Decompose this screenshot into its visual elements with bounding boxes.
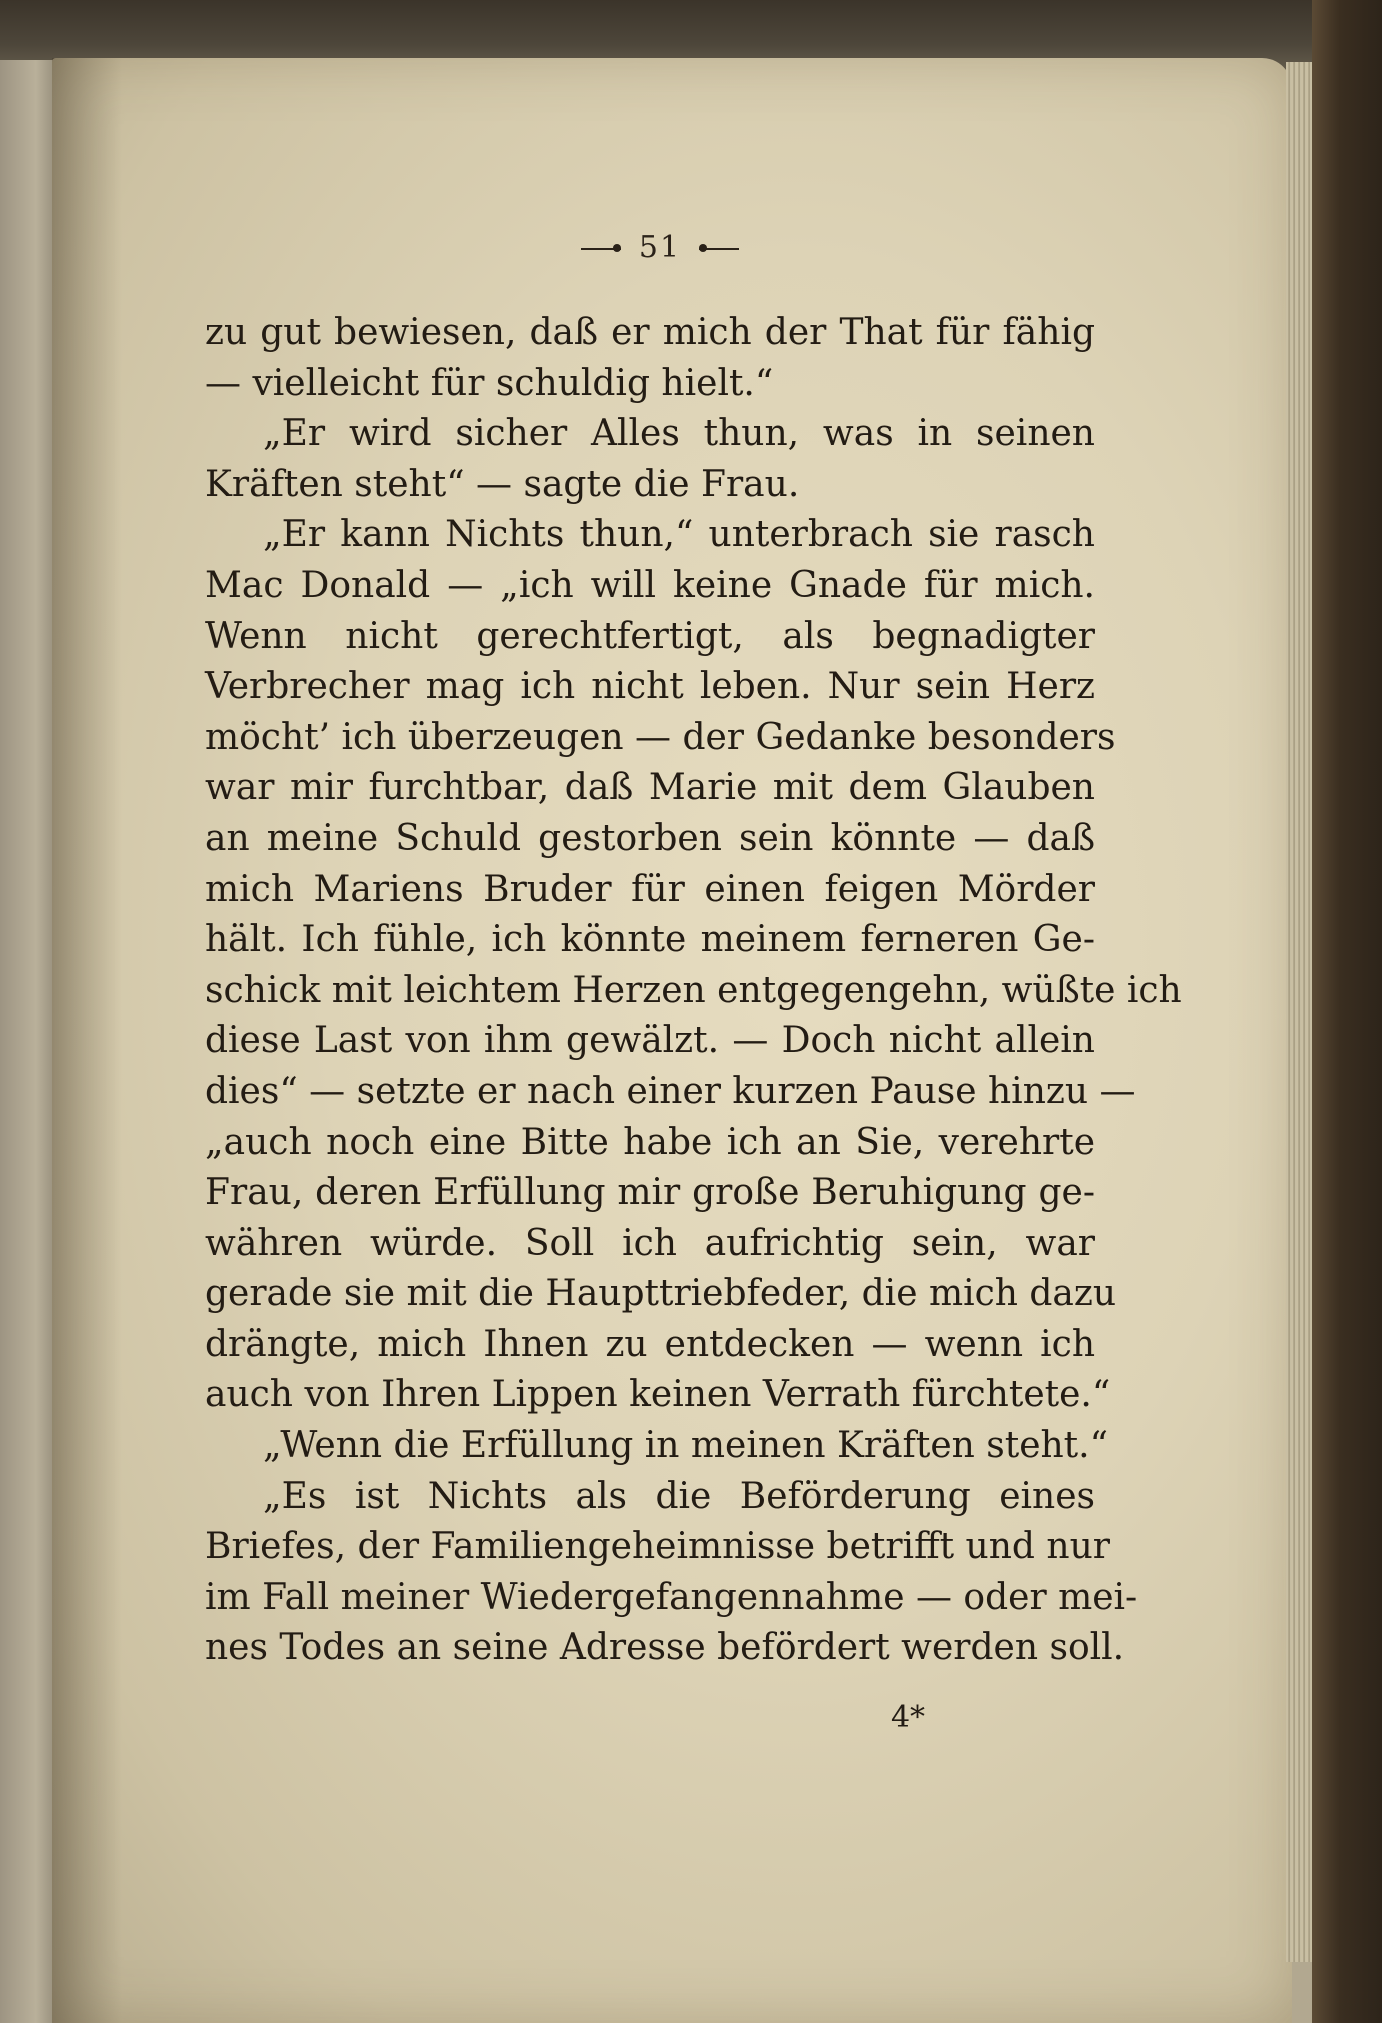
text-line: im Fall meiner Wiedergefangennahme — oder mei- (205, 1576, 1138, 1618)
ornament-right-icon (699, 248, 739, 250)
text-line: drängte, mich Ihnen zu entdecken — wenn ich (205, 1323, 1095, 1365)
text-line: dies“ — setzte er nach einer kurzen Pause hinzu — (205, 1070, 1136, 1112)
text-line: mich Mariens Bruder für einen feigen Mörder (205, 868, 1095, 910)
text-line: an meine Schuld gestorben sein könnte — daß (205, 817, 1095, 859)
text-line: währen würde. Soll ich aufrichtig sein, war (205, 1222, 1095, 1264)
text-line: Briefes, der Familiengeheimnisse betrifft und nur (205, 1526, 1110, 1568)
text-line: Kräften steht“ — sagte die Frau. (205, 463, 800, 505)
facing-page-edge (0, 60, 60, 2023)
text-line: Wenn nicht gerechtfertigt, als begnadigter (205, 615, 1095, 657)
text-line: „Wenn die Erfüllung in meinen Kräften steht.“ (263, 1425, 1108, 1467)
ornament-left-icon (581, 248, 621, 250)
text-line: zu gut bewiesen, daß er mich der That für fähig (205, 312, 1095, 353)
text-line: auch von Ihren Lippen keinen Verrath fürchtete.“ (205, 1374, 1111, 1416)
text-line: Frau, deren Erfüllung mir große Beruhigung ge- (205, 1172, 1095, 1214)
text-line: Mac Donald — „ich will keine Gnade für mich. (205, 564, 1095, 606)
text-line: hält. Ich fühle, ich könnte meinem ferneren Ge- (205, 919, 1095, 961)
text-line: möcht’ ich überzeugen — der Gedanke besonders (205, 716, 1116, 758)
text-line: schick mit leichtem Herzen entgegengehn, wüßte ich (205, 969, 1182, 1011)
text-line: — vielleicht für schuldig hielt.“ (205, 362, 774, 404)
text-line: Verbrecher mag ich nicht leben. Nur sein Herz (205, 666, 1095, 708)
gutter-shadow (52, 58, 122, 2023)
text-line: gerade sie mit die Haupttriebfeder, die mich dazu (205, 1273, 1117, 1315)
text-line: „Es ist Nichts als die Beförderung eines (263, 1475, 1095, 1517)
text-line: „Er kann Nichts thun,“ unterbrach sie rasch (263, 514, 1095, 556)
text-line: „auch noch eine Bitte habe ich an Sie, verehrte (205, 1121, 1095, 1163)
book-cover-spine (1312, 0, 1382, 2023)
body-text (205, 308, 1182, 1674)
text-line: diese Last von ihm gewälzt. — Doch nicht allein (205, 1020, 1095, 1062)
text-line: war mir furchtbar, daß Marie mit dem Glauben (205, 767, 1095, 809)
page-number: 51 (638, 230, 682, 265)
signature-mark: 4* (890, 1700, 926, 1735)
text-line: „Er wird sicher Alles thun, was in seinen (263, 413, 1095, 455)
text-line: nes Todes an seine Adresse befördert werden soll. (205, 1627, 1125, 1669)
running-head (530, 230, 790, 270)
